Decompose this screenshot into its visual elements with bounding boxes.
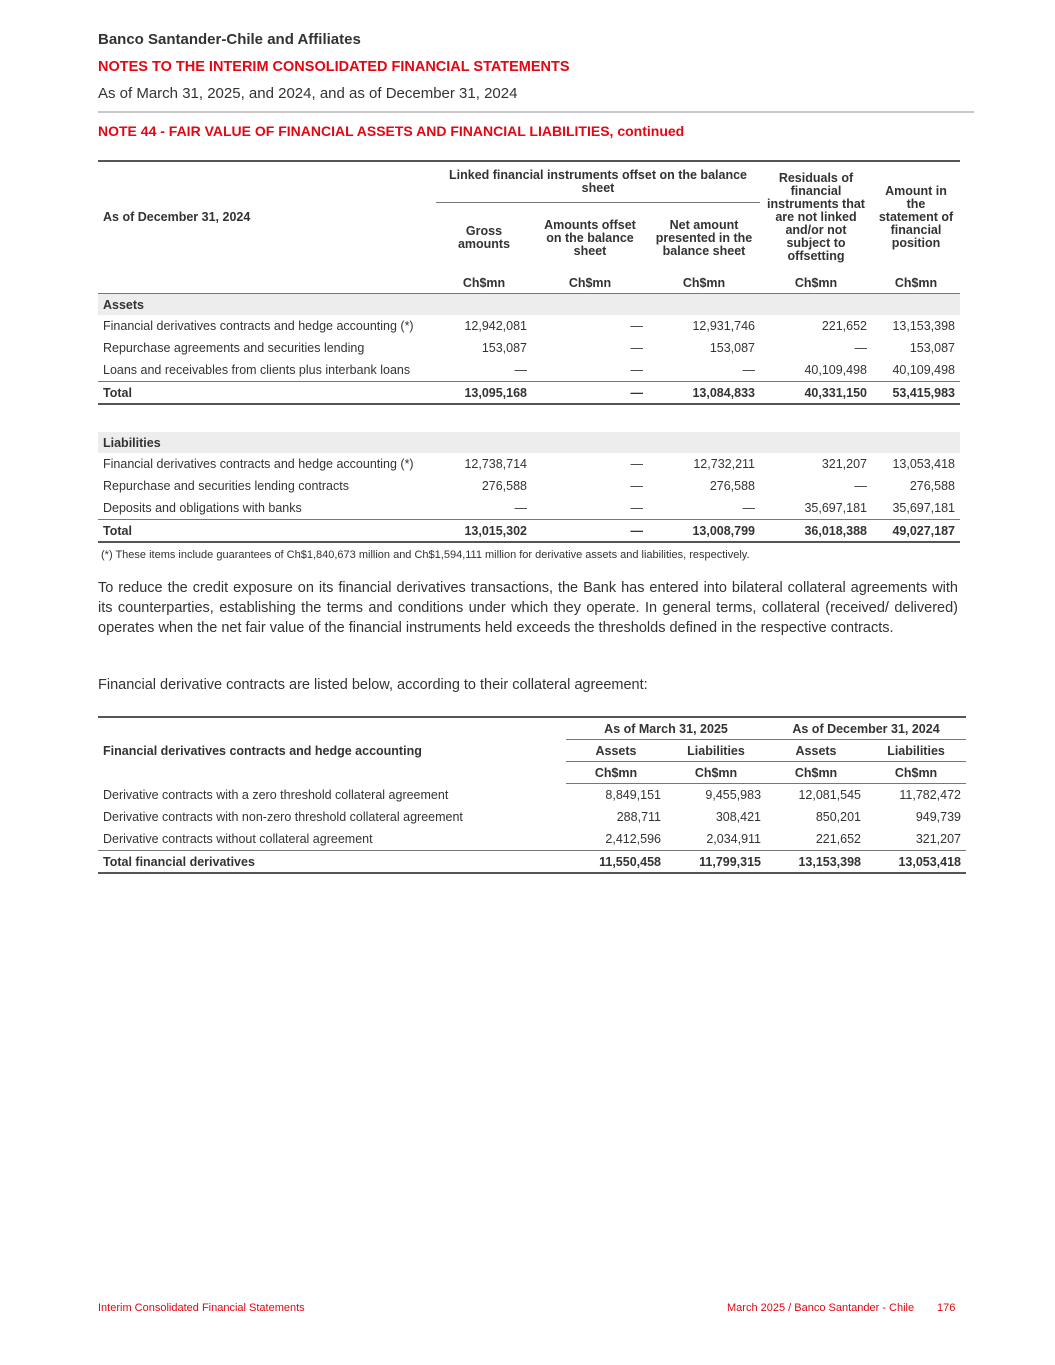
liabilities-section-label: Liabilities [98,432,960,453]
unit-label: Ch$mn [566,762,666,784]
unit-label: Ch$mn [436,273,532,294]
footer-right: March 2025 / Banco Santander - Chile [727,1302,915,1314]
col-residual: Residuals of financial instruments that are not linked and/or not subject to offsetting [767,171,865,263]
col-assets: Assets [566,740,666,762]
table-row: Repurchase agreements and securities lending 153,087 — 153,087 — 153,087 [103,341,955,355]
table-row: Derivative contracts without collateral agreement 2,412,596 2,034,911 221,652 321,207 [103,832,962,846]
period-march-2025: As of March 31, 2025 [566,717,766,740]
period-label: As of December 31, 2024 [103,210,251,224]
col-offset: Amounts offset on the balance sheet [544,217,636,258]
col-gross: Gross amounts [457,224,511,251]
total-row: Total financial derivatives 11,550,458 11,799,315 13,153,398 13,053,418 [98,851,966,874]
table-row: Financial derivatives contracts and hedge accounting (*) 12,942,081 — 12,931,746 221,652 13,153,398 [103,319,955,333]
unit-label: Ch$mn [648,273,760,294]
assets-total-row: Total 13,095,168 — 13,084,833 40,331,150 53,415,983 [98,382,960,405]
unit-label: Ch$mn [872,273,960,294]
col-amount: Amount in the statement of financial position [878,184,954,250]
collateral-table [98,716,966,874]
col-liabilities: Liabilities [866,740,966,762]
assets-section-label: Assets [98,294,960,316]
collateral-intro: Financial derivative contracts are listed below, according to their collateral agreement: [98,677,648,693]
header-divider [98,111,974,113]
notes-title: NOTES TO THE INTERIM CONSOLIDATED FINANCIAL STATEMENTS [98,59,570,75]
table-row: Repurchase and securities lending contracts 276,588 — 276,588 — 276,588 [103,479,955,493]
collateral-table-title: Financial derivatives contracts and hedge accounting [103,743,422,758]
collateral-paragraph: To reduce the credit exposure on its financial derivatives transactions, the Bank has entered into bilateral collateral agreements with its counterparties, establishing the terms and conditions under which they operate. In general terms, collateral (received/ delivered) operates when the net fair value of the financial instruments held exceeds the thresholds defined in the respective contracts. [98,580,958,636]
as-of-date: As of March 31, 2025, and 2024, and as of December 31, 2024 [98,85,518,102]
table-row: Financial derivatives contracts and hedge accounting (*) 12,738,714 — 12,732,211 321,207 13,053,418 [103,457,955,471]
unit-label: Ch$mn [666,762,766,784]
table-row: Derivative contracts with non-zero threshold collateral agreement 288,711 308,421 850,201 949,739 [103,810,962,824]
col-net: Net amount presented in the balance sheet [655,217,753,258]
col-liabilities: Liabilities [666,740,766,762]
table-row: Derivative contracts with a zero threshold collateral agreement 8,849,151 9,455,983 12,081,545 11,782,472 [103,787,962,802]
unit-label: Ch$mn [532,273,648,294]
period-december-2024: As of December 31, 2024 [766,717,966,740]
unit-label: Ch$mn [766,762,866,784]
liabilities-total-row: Total 13,015,302 — 13,008,799 36,018,388 49,027,187 [98,520,960,543]
table-row: Loans and receivables from clients plus interbank loans — — — 40,109,498 40,109,498 [103,363,955,377]
footnote: (*) These items include guarantees of Ch$1,840,673 million and Ch$1,594,111 million for derivative assets and liabilities, respectively. [101,549,750,561]
footer-left: Interim Consolidated Financial Statements [98,1302,305,1314]
col-assets: Assets [766,740,866,762]
note-title: NOTE 44 - FAIR VALUE OF FINANCIAL ASSETS AND FINANCIAL LIABILITIES, continued [98,123,685,139]
offset-table [98,160,960,543]
company-name: Banco Santander-Chile and Affiliates [98,31,361,48]
unit-label: Ch$mn [760,273,872,294]
table-row: Deposits and obligations with banks — — — 35,697,181 35,697,181 [103,501,955,515]
group-header: Linked financial instruments offset on the balance sheet [436,161,760,203]
page-number: 176 [937,1302,956,1314]
unit-label: Ch$mn [866,762,966,784]
